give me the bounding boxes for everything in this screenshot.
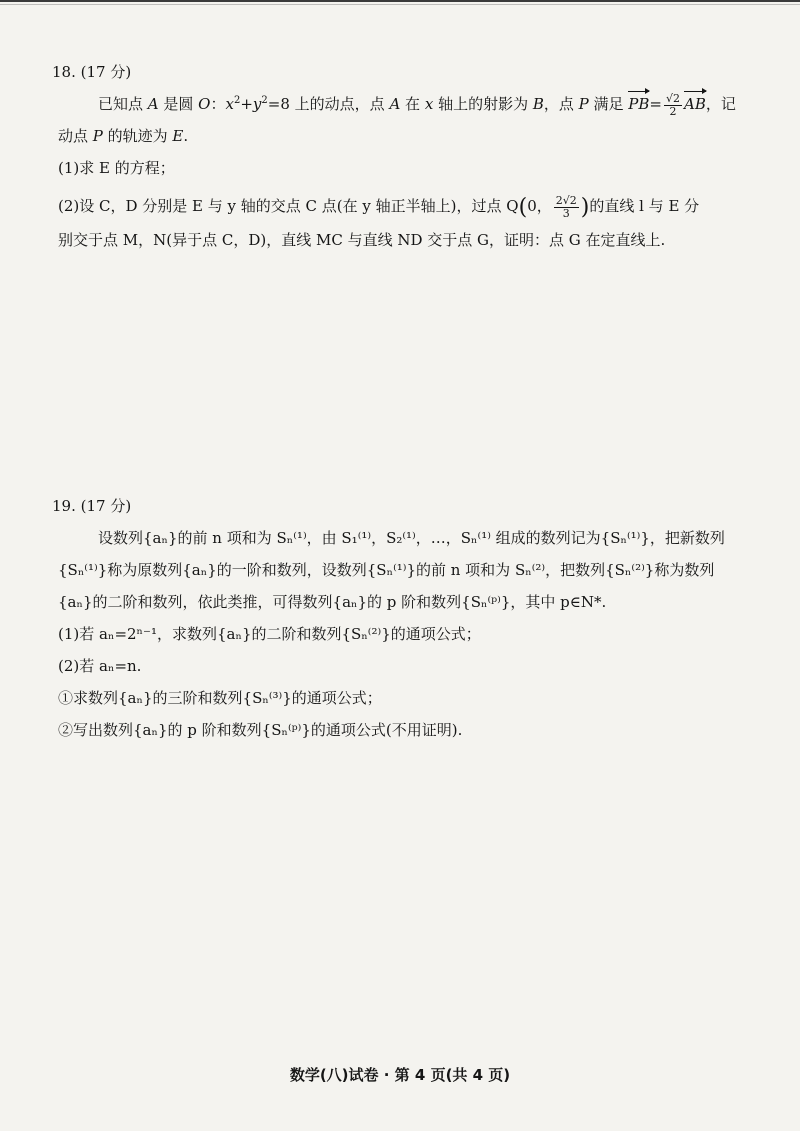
problem-19-question-2: (2)若 aₙ=n. — [58, 657, 142, 675]
vector-ab: AB — [684, 88, 706, 120]
vector-pb: PB — [628, 88, 649, 120]
fraction-2sqrt2-over-3: $\frac{2√2}{3}$ — [555, 193, 577, 220]
problem-18 — [52, 56, 748, 256]
problem-18-question-1: (1)求 E 的方程； — [58, 159, 175, 177]
problem-19-statement-line-2: {Sₙ⁽¹⁾}称为原数列{aₙ}的一阶和数列，设数列{Sₙ⁽¹⁾}的前 n 项和为 Sₙ⁽²⁾，把数列{Sₙ⁽²⁾}称为数列 — [58, 561, 715, 579]
top-border-line — [0, 0, 800, 2]
problem-19-question-2-part-2: ②写出数列{aₙ}的 p 阶和数列{Sₙ⁽ᵖ⁾}的通项公式(不用证明). — [58, 721, 463, 739]
problem-18-statement-line-2: 动点 P 的轨迹为 E. — [58, 127, 189, 145]
problem-19-statement-line-1: 设数列{aₙ}的前 n 项和为 Sₙ⁽¹⁾，由 S₁⁽¹⁾，S₂⁽¹⁾，…，Sₙ⁽¹⁾ 组成的数列记为{Sₙ⁽¹⁾}，把新数列 — [98, 529, 725, 547]
problem-18-question-2-line-2: 别交于点 M，N(异于点 C，D)，直线 MC 与直线 ND 交于点 G，证明：点 G 在定直线上. — [58, 231, 666, 249]
problem-19 — [52, 490, 748, 746]
problem-19-statement-line-3: {aₙ}的二阶和数列，依此类推，可得数列{aₙ}的 p 阶和数列{Sₙ⁽ᵖ⁾}，其中 p∈N*. — [58, 593, 607, 611]
fraction-sqrt2-over-2: $\frac{√2}{2}$ — [666, 91, 681, 118]
problem-18-statement-line-1: 已知点 A 是圆 O：$x^2+y^2=8$ 上的动点，点 A 在 x 轴上的射影为 B，点 P 满足 PB= $\frac{√2}{2}$ AB，记 — [58, 88, 748, 120]
problem-19-question-2-part-1: ①求数列{aₙ}的三阶和数列{Sₙ⁽³⁾}的通项公式； — [58, 689, 382, 707]
top-border-line-secondary — [0, 4, 800, 5]
problem-19-heading: 19. (17 分) — [52, 497, 132, 515]
problem-18-heading: 18. (17 分) — [52, 63, 132, 81]
problem-18-question-2-line-1: (2)设 C，D 分别是 E 与 y 轴的交点 C 点(在 y 轴正半轴上)，过点 Q(0， $\frac{2√2}{3}$ )的直线 l 与 E 分 — [58, 193, 700, 220]
page-footer: 数学(八)试卷 · 第 4 页(共 4 页) — [289, 1066, 511, 1084]
problem-19-question-1: (1)若 aₙ=2ⁿ⁻¹，求数列{aₙ}的二阶和数列{Sₙ⁽²⁾}的通项公式； — [58, 625, 481, 643]
